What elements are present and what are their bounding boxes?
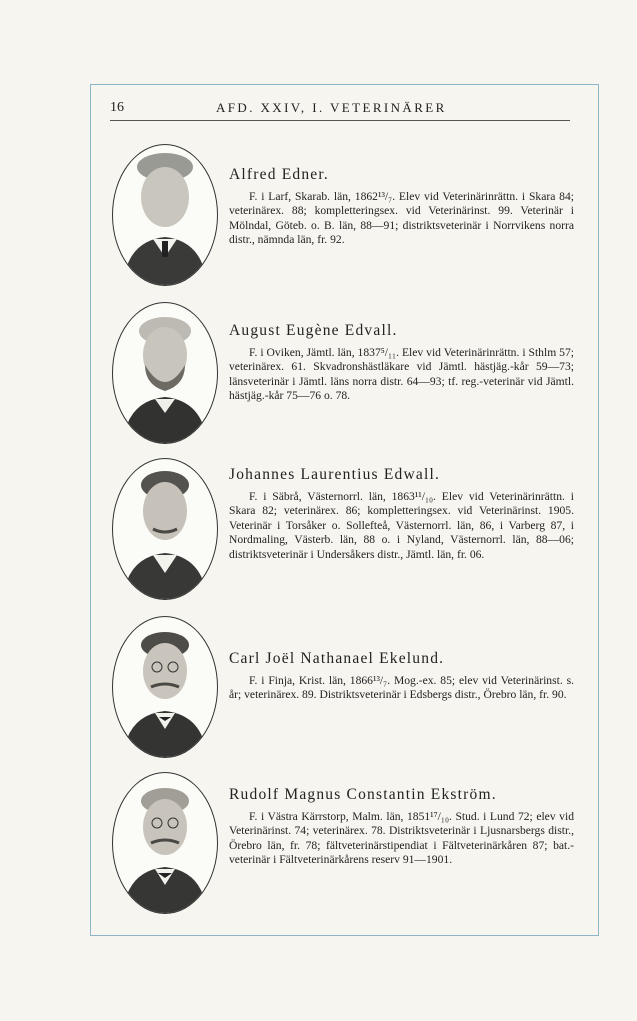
header-rule — [110, 120, 570, 121]
person-biography: F. i Västra Kärrstorp, Malm. län, 1851¹⁷/₁₀. Stud. i Lund 72; elev vid Veterinärinst. 74; veterinärex. 78. Distriktsveterinär i Ljusnarsbergs distr., Örebro län, fr. 78; fältveterinärstipendiat i Fältveterinärkåren 87; bat.-veterinär i Fältveterinärkårens reserv 91—1901. — [229, 810, 574, 867]
page-header — [110, 98, 570, 120]
person-name: Carl Joël Nathanael Ekelund. — [229, 650, 445, 667]
person-name: Johannes Laurentius Edwall. — [229, 466, 441, 483]
person-name: August Eugène Edvall. — [229, 322, 398, 339]
portrait-photo — [112, 616, 218, 758]
portrait-photo — [112, 302, 218, 444]
portrait-photo — [112, 144, 218, 286]
running-head: AFD. XXIV, I. VETERINÄRER — [216, 100, 447, 115]
person-biography: F. i Oviken, Jämtl. län, 1837⁵/₁₁. Elev vid Veterinärinrättn. i Sthlm 57; veterinärex. 61. Skvadronshästläkare vid Jämtl. hästjäg.-kår 59—73; länsveterinär i Jämtl. läns norra distr. 64—93; tf. reg.-veterinär vid Jämtl. hästjäg.-kår 75—76 o. 78. — [229, 346, 574, 403]
person-biography: F. i Finja, Krist. län, 1866¹³/₇. Mog.-ex. 85; elev vid Veterinärinst. s. år; veterinärex. 89. Distriktsveterinär i Edsbergs distr., Örebro län, fr. 90. — [229, 674, 574, 702]
portrait-photo — [112, 772, 218, 914]
person-biography: F. i Larf, Skarab. län, 1862¹³/₇. Elev vid Veterinärinrättn. i Skara 84; veterinärex. 88; kompletteringsex. vid Veterinärinst. 99. Veterinär i Mölndal, Göteb. o. B. län, 88—91; distriktsveterinär i Norrvikens norra distr., nämnda län, fr. 92. — [229, 190, 574, 247]
page-number: 16 — [110, 100, 124, 115]
person-biography: F. i Säbrå, Västernorrl. län, 1863¹¹/₁₀. Elev vid Veterinärinrättn. i Skara 82; veterinärex. 86; kompletteringsex. vid Veterinärinst. 1905. Veterinär i Torsåker o. Sollefteå, Västernorrl. län, 86, i Varberg 87, i Nordmaling, Västerb. län, 88 o. i Nyland, Västernorrl. län, 88—06; distriktsveterinär i Undersåkers distr., Jämtl. län, fr. 06. — [229, 490, 574, 561]
person-name: Rudolf Magnus Constantin Ekström. — [229, 786, 497, 803]
portrait-photo — [112, 458, 218, 600]
person-name: Alfred Edner. — [229, 166, 329, 183]
